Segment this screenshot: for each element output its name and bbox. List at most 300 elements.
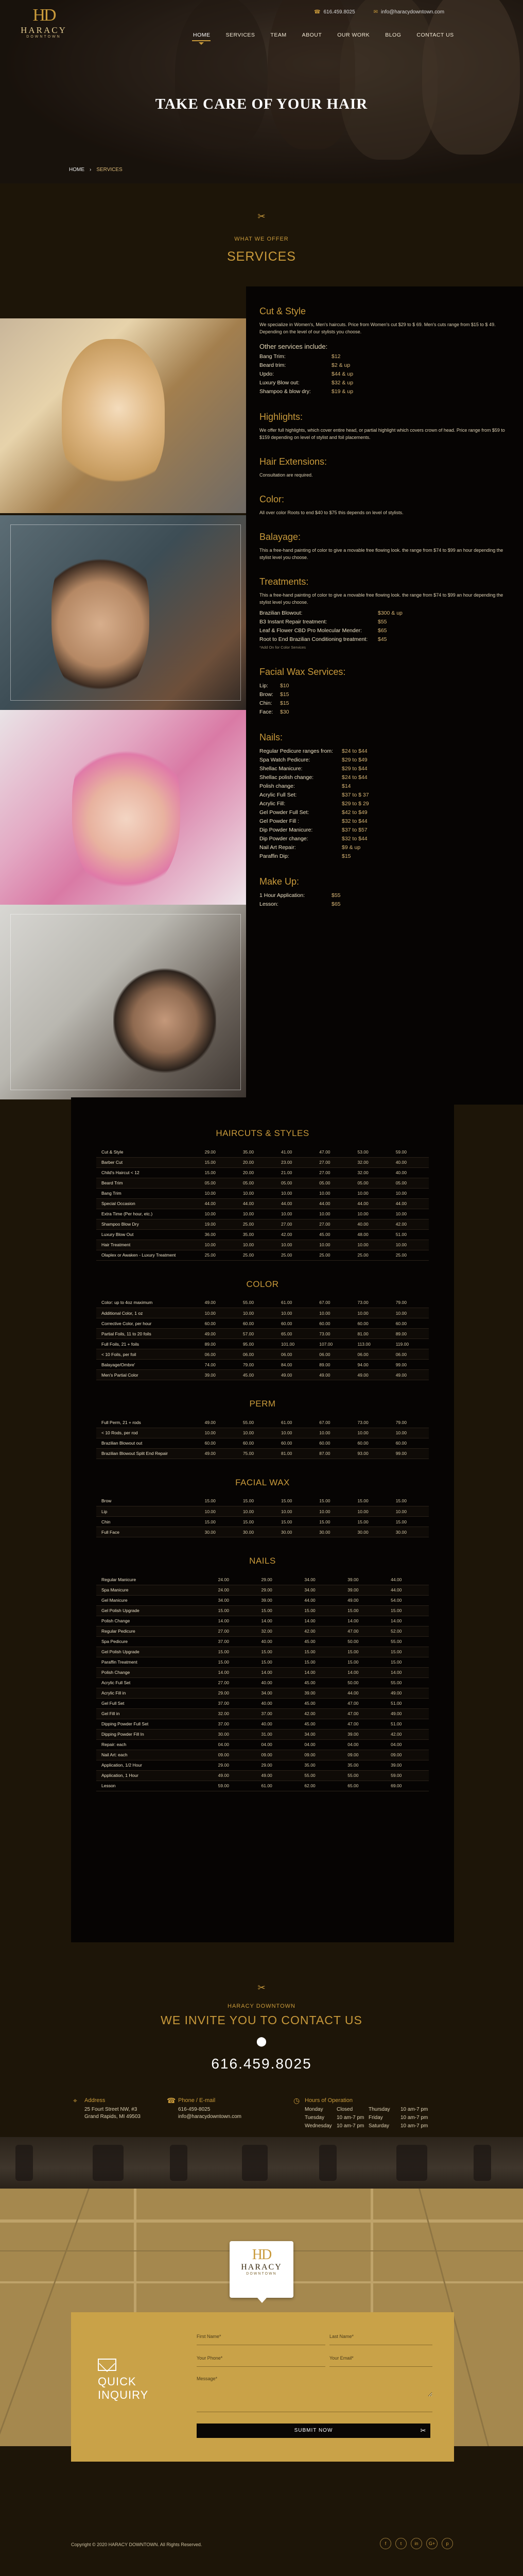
table-cell-price: 32.00: [213, 1708, 256, 1719]
table-cell-price: 15.00: [213, 1657, 256, 1667]
table-cell-price: 44.00: [391, 1198, 429, 1209]
table-cell-price: 04.00: [213, 1739, 256, 1750]
hero-banner: [0, 0, 523, 183]
breadcrumb-home[interactable]: HOME: [69, 167, 84, 173]
price-value: $24 to $44: [342, 748, 368, 754]
table-cell-price: 40.00: [391, 1167, 429, 1178]
hours-day: Thursday: [369, 2107, 390, 2112]
table-cell-price: 60.00: [238, 1438, 276, 1448]
extensions-block: [259, 456, 507, 479]
table-cell-price: 10.00: [238, 1240, 276, 1250]
table-cell-price: 10.00: [238, 1308, 276, 1318]
table-cell-price: 81.00: [276, 1448, 314, 1459]
table-cell-price: 10.00: [276, 1188, 314, 1198]
table-cell-service: Application, 1/2 Hour: [96, 1760, 213, 1770]
table-cell-price: 94.00: [352, 1360, 390, 1370]
table-row: [96, 1147, 429, 1157]
table-cell-service: Brazilian Blowout out: [96, 1438, 200, 1448]
table-cell-service: Cut & Style: [96, 1147, 200, 1157]
table-row: [96, 1349, 429, 1360]
table-cell-price: 15.00: [314, 1496, 352, 1506]
table-cell-price: 05.00: [238, 1178, 276, 1188]
table-cell-price: 45.00: [299, 1698, 342, 1708]
photo-subject: [62, 339, 165, 494]
nav-active-caret: [199, 42, 204, 45]
table-cell-service: Hair Treatment: [96, 1240, 200, 1250]
first-name-field[interactable]: [197, 2334, 325, 2345]
table-cell-price: 10.00: [352, 1240, 390, 1250]
table-cell-price: 10.00: [352, 1209, 390, 1219]
table-cell-service: Acrylic Fill in: [96, 1688, 213, 1698]
table-cell-price: 09.00: [386, 1750, 429, 1760]
price-name: Brazilian Blowout:: [259, 610, 303, 616]
hours-time: 10 am-7 pm: [400, 2107, 428, 2112]
table-row: [96, 1595, 429, 1605]
twitter-icon[interactable]: t: [395, 2538, 407, 2549]
table-cell-price: 99.00: [391, 1360, 429, 1370]
table-cell-price: 15.00: [256, 1647, 300, 1657]
table-cell-price: 44.00: [299, 1595, 342, 1605]
price-row: [259, 835, 507, 843]
table-cell-price: 60.00: [276, 1318, 314, 1329]
table-cell-price: 45.00: [238, 1370, 276, 1380]
price-row: [259, 800, 507, 808]
price-value: $55: [378, 619, 387, 625]
table-cell-price: 39.00: [342, 1585, 386, 1595]
table-row: [96, 1318, 429, 1329]
table-cell-service: Olaplex or Awaken - Luxury Treatment: [96, 1250, 200, 1260]
table-cell-price: 89.00: [200, 1339, 238, 1349]
table-row: [96, 1626, 429, 1636]
table-cell-price: 40.00: [256, 1677, 300, 1688]
table-cell-price: 37.00: [213, 1636, 256, 1647]
topbar-phone[interactable]: [314, 9, 355, 15]
table-cell-price: 61.00: [256, 1781, 300, 1791]
table-cell-price: 49.00: [342, 1595, 386, 1605]
nav-home[interactable]: HOME: [193, 32, 211, 38]
table-row: [96, 1677, 429, 1688]
first-name-input[interactable]: [197, 2334, 325, 2339]
table-cell-price: 39.00: [386, 1760, 429, 1770]
google-plus-icon[interactable]: G+: [426, 2538, 438, 2549]
pin-logo-mark: HD: [252, 2247, 271, 2263]
logo-name: HARACY: [21, 25, 67, 35]
scissors-icon: ✂: [257, 211, 266, 222]
table-cell-price: 39.00: [256, 1595, 300, 1605]
price-value: $24 to $44: [342, 774, 368, 781]
nav-services[interactable]: SERVICES: [225, 32, 255, 38]
service-photo-blonde: [0, 318, 247, 513]
table-cell-price: 49.00: [200, 1417, 238, 1428]
page-title: TAKE CARE OF YOUR HAIR: [155, 96, 368, 112]
table-cell-price: 10.00: [200, 1209, 238, 1219]
footer: [0, 2463, 523, 2576]
price-row: [259, 852, 507, 861]
table-cell-price: 15.00: [256, 1657, 300, 1667]
price-name: Beard trim:: [259, 362, 286, 368]
table-cell-price: 10.00: [314, 1240, 352, 1250]
table-cell-price: 04.00: [299, 1739, 342, 1750]
price-row: [259, 352, 507, 361]
table-cell-price: 101.00: [276, 1339, 314, 1349]
linkedin-icon[interactable]: in: [411, 2538, 422, 2549]
table-cell-price: 60.00: [238, 1318, 276, 1329]
table-cell-service: Acrylic Full Set: [96, 1677, 213, 1688]
table-cell-price: 15.00: [391, 1496, 429, 1506]
table-cell-service: Extra Time (Per hour, etc.): [96, 1209, 200, 1219]
treatments-note: *Add On for Color Services: [259, 645, 306, 650]
nav-about[interactable]: ABOUT: [302, 32, 322, 38]
tool-image: [170, 2145, 187, 2181]
table-cell-price: 59.00: [386, 1770, 429, 1781]
hours-grid: [305, 2106, 432, 2130]
location-pin-icon: ⬤: [256, 2036, 267, 2046]
phone-input[interactable]: [197, 2355, 325, 2361]
table-row: [96, 1574, 429, 1585]
price-value: $65: [332, 901, 341, 907]
table-cell-price: 14.00: [256, 1667, 300, 1677]
site-logo[interactable]: [21, 5, 67, 47]
table-cell-service: Repair: each: [96, 1739, 213, 1750]
table-cell-service: Nail Art: each: [96, 1750, 213, 1760]
table-row: [96, 1157, 429, 1167]
last-name-field[interactable]: [329, 2334, 432, 2345]
topbar-email-text: info@haracydowntown.com: [381, 9, 445, 15]
cut-style-prices: [259, 352, 507, 396]
price-name: Shampoo & blow dry:: [259, 388, 311, 395]
photo-subject: [113, 946, 216, 1095]
price-value: $32 to $44: [342, 818, 368, 824]
table-cell-price: 10.00: [391, 1209, 429, 1219]
table-cell-price: 119.00: [391, 1339, 429, 1349]
price-row: [259, 900, 507, 909]
table-cell-price: 37.00: [213, 1719, 256, 1729]
table-cell-price: 15.00: [238, 1496, 276, 1506]
table-cell-service: Brow: [96, 1496, 200, 1506]
form-title-line-2: INQUIRY: [98, 2388, 149, 2401]
table-cell-price: 87.00: [314, 1448, 352, 1459]
table-cell-price: 27.00: [213, 1626, 256, 1636]
table-cell-price: 67.00: [314, 1417, 352, 1428]
table-cell-service: Barber Cut: [96, 1157, 200, 1167]
table-cell-price: 15.00: [238, 1517, 276, 1527]
tool-image: [319, 2145, 337, 2181]
table-cell-price: 29.00: [256, 1574, 300, 1585]
table-cell-price: 10.00: [200, 1308, 238, 1318]
table-cell-price: 41.00: [276, 1147, 314, 1157]
table-cell-price: 50.00: [342, 1677, 386, 1688]
table-cell-price: 15.00: [200, 1167, 238, 1178]
table-cell-price: 30.00: [238, 1527, 276, 1537]
price-name: Acrylic Full Set:: [259, 792, 297, 798]
table-cell-price: 20.00: [238, 1157, 276, 1167]
table-cell-price: 15.00: [276, 1517, 314, 1527]
table-row: [96, 1198, 429, 1209]
price-name: Acrylic Fill:: [259, 801, 286, 807]
map-pin-logo[interactable]: [230, 2241, 293, 2298]
table-cell-service: Application, 1 Hour: [96, 1770, 213, 1781]
table-cell-price: 55.00: [238, 1417, 276, 1428]
table-cell-price: 99.00: [391, 1448, 429, 1459]
table-row: [96, 1370, 429, 1380]
table-cell-price: 30.00: [314, 1527, 352, 1537]
nav-blog[interactable]: BLOG: [385, 32, 402, 38]
table-cell-price: 35.00: [342, 1760, 386, 1770]
price-row: [259, 891, 507, 900]
table-cell-price: 10.00: [200, 1240, 238, 1250]
table-cell-price: 10.00: [200, 1428, 238, 1438]
price-value: $55: [332, 892, 341, 899]
table-cell-price: 14.00: [342, 1616, 386, 1626]
table-cell-price: 10.00: [276, 1240, 314, 1250]
table-cell-price: 35.00: [299, 1760, 342, 1770]
table-cell-price: 50.00: [342, 1636, 386, 1647]
table-cell-price: 69.00: [386, 1781, 429, 1791]
contact-phone-big[interactable]: 616.459.8025: [211, 2056, 312, 2072]
table-cell-price: 51.00: [386, 1719, 429, 1729]
price-value: $29 to $49: [342, 757, 368, 763]
table-cell-price: 04.00: [256, 1739, 300, 1750]
table-cell-price: 40.00: [256, 1636, 300, 1647]
table-cell-price: 10.00: [314, 1188, 352, 1198]
color-text: All over color Roots to end $40 to $75 this depends on level of stylists.: [259, 510, 404, 515]
message-field[interactable]: [197, 2376, 432, 2412]
clock-icon: ◷: [293, 2096, 300, 2105]
price-table-title: COLOR: [246, 1279, 279, 1289]
contact-phone[interactable]: 616-459-8025: [178, 2107, 211, 2112]
price-table: [96, 1298, 429, 1381]
highlights-text: We offer full highlights, which cover entire head, or partial highlight which covers crown of head. Price range from $59 to $159 depending on level of stylist and foil placements.: [259, 428, 505, 440]
table-cell-price: 24.00: [213, 1574, 256, 1585]
table-cell-price: 34.00: [299, 1574, 342, 1585]
table-cell-price: 84.00: [276, 1360, 314, 1370]
price-name: Leaf & Flower CBD Pro Molecular Mender:: [259, 628, 362, 634]
table-cell-price: 10.00: [238, 1506, 276, 1517]
table-cell-price: 10.00: [314, 1506, 352, 1517]
table-cell-price: 49.00: [352, 1370, 390, 1380]
table-cell-price: 15.00: [342, 1605, 386, 1616]
table-cell-price: 27.00: [314, 1157, 352, 1167]
table-cell-price: 10.00: [352, 1308, 390, 1318]
wax-block: [259, 667, 507, 717]
table-cell-price: 10.00: [391, 1506, 429, 1517]
table-row: [96, 1739, 429, 1750]
table-cell-service: Men's Partial Color: [96, 1370, 200, 1380]
table-row: [96, 1585, 429, 1595]
phone-email-label: Phone / E-mail: [178, 2097, 216, 2104]
price-value: $37 to $ 37: [342, 792, 369, 798]
price-value: $300 & up: [378, 610, 403, 616]
table-cell-price: 30.00: [276, 1527, 314, 1537]
table-cell-service: Polish Change: [96, 1667, 213, 1677]
table-cell-price: 35.00: [238, 1229, 276, 1240]
nails-heading: Nails:: [259, 732, 283, 742]
price-row: [259, 609, 507, 618]
table-row: [96, 1178, 429, 1188]
table-cell-service: Partial Foils, 11 to 20 foils: [96, 1329, 200, 1339]
table-cell-price: 09.00: [213, 1750, 256, 1760]
price-name: Brow:: [259, 691, 273, 698]
submit-button[interactable]: SUBMIT NOW: [197, 2424, 430, 2438]
table-cell-price: 55.00: [342, 1770, 386, 1781]
table-cell-price: 14.00: [256, 1616, 300, 1626]
table-cell-price: 34.00: [256, 1688, 300, 1698]
table-cell-price: 49.00: [276, 1370, 314, 1380]
table-cell-price: 32.00: [352, 1167, 390, 1178]
table-row: [96, 1240, 429, 1250]
wax-heading: Facial Wax Services:: [259, 667, 346, 677]
table-cell-price: 32.00: [352, 1157, 390, 1167]
price-name: Luxury Blow out:: [259, 380, 300, 386]
table-cell-service: < 10 Foils, per foil: [96, 1349, 200, 1360]
table-cell-service: Luxury Blow Out: [96, 1229, 200, 1240]
table-cell-price: 39.00: [299, 1688, 342, 1698]
last-name-input[interactable]: [329, 2334, 432, 2339]
breadcrumb-separator-icon: ›: [90, 167, 92, 173]
table-cell-price: 15.00: [213, 1647, 256, 1657]
nav-active-indicator: [192, 40, 211, 41]
contact-eyebrow: HARACY DOWNTOWN: [228, 2003, 295, 2009]
scissors-icon: ✂: [257, 1982, 266, 1993]
table-cell-price: 37.00: [213, 1698, 256, 1708]
nav-our-work[interactable]: OUR WORK: [337, 32, 370, 38]
table-cell-price: 10.00: [352, 1428, 390, 1438]
table-cell-price: 55.00: [238, 1298, 276, 1308]
table-cell-price: 15.00: [200, 1496, 238, 1506]
email-input[interactable]: [329, 2355, 432, 2361]
table-cell-price: 49.00: [314, 1370, 352, 1380]
price-value: $44 & up: [332, 371, 354, 377]
table-cell-price: 15.00: [299, 1605, 342, 1616]
hours-time: 10 am-7 pm: [400, 2123, 428, 2129]
nav-contact-us[interactable]: CONTACT US: [416, 32, 454, 38]
table-cell-price: 15.00: [256, 1605, 300, 1616]
nav-team[interactable]: TEAM: [270, 32, 287, 38]
message-input[interactable]: [197, 2376, 432, 2397]
table-cell-service: Lesson: [96, 1781, 213, 1791]
table-cell-service: Spa Pedicure: [96, 1636, 213, 1647]
phone-field[interactable]: [197, 2355, 325, 2367]
table-cell-price: 04.00: [342, 1739, 386, 1750]
price-row: [259, 826, 507, 835]
table-row: [96, 1188, 429, 1198]
table-cell-price: 10.00: [200, 1188, 238, 1198]
table-cell-price: 49.00: [200, 1448, 238, 1459]
phone-email-block: [167, 2096, 241, 2121]
price-value: $15: [280, 700, 289, 706]
price-name: Dip Powder change:: [259, 836, 308, 842]
price-name: Lesson:: [259, 901, 278, 907]
table-cell-price: 06.00: [276, 1349, 314, 1360]
table-row: [96, 1329, 429, 1339]
table-cell-price: 10.00: [276, 1428, 314, 1438]
price-name: Gel Powder Fill :: [259, 818, 300, 824]
table-cell-price: 48.00: [352, 1229, 390, 1240]
email-field[interactable]: [329, 2355, 432, 2367]
table-cell-price: 49.00: [200, 1329, 238, 1339]
table-cell-price: 15.00: [391, 1517, 429, 1527]
table-cell-price: 10.00: [352, 1506, 390, 1517]
table-cell-price: 15.00: [213, 1605, 256, 1616]
table-cell-price: 25.00: [314, 1250, 352, 1260]
table-cell-price: 51.00: [386, 1698, 429, 1708]
table-cell-price: 49.00: [391, 1370, 429, 1380]
price-row: [259, 808, 507, 817]
pinterest-icon[interactable]: p: [442, 2538, 453, 2549]
price-table-title: PERM: [249, 1399, 276, 1409]
table-cell-price: 47.00: [342, 1626, 386, 1636]
price-row: [259, 765, 507, 773]
table-cell-price: 73.00: [352, 1417, 390, 1428]
table-cell-price: 35.00: [238, 1147, 276, 1157]
table-cell-price: 27.00: [276, 1219, 314, 1229]
table-cell-service: Shampoo Blow Dry: [96, 1219, 200, 1229]
table-row: [96, 1298, 429, 1308]
table-cell-price: 40.00: [352, 1219, 390, 1229]
table-cell-price: 74.00: [200, 1360, 238, 1370]
price-table-title: HAIRCUTS & STYLES: [216, 1128, 309, 1138]
table-cell-price: 62.00: [299, 1781, 342, 1791]
table-cell-price: 49.00: [213, 1770, 256, 1781]
table-cell-price: 95.00: [238, 1339, 276, 1349]
price-name: Root to End Brazilian Conditioning treatment:: [259, 636, 368, 642]
price-value: $65: [378, 628, 387, 634]
table-cell-price: 29.00: [200, 1147, 238, 1157]
price-name: Paraffin Dip:: [259, 853, 289, 859]
price-row: [259, 708, 507, 717]
price-value: $15: [280, 691, 289, 698]
table-cell-price: 15.00: [299, 1647, 342, 1657]
table-cell-price: 10.00: [391, 1308, 429, 1318]
table-cell-price: 113.00: [352, 1339, 390, 1349]
price-value: $37 to $57: [342, 827, 368, 833]
price-row: [259, 370, 507, 379]
contact-title: WE INVITE YOU TO CONTACT US: [161, 2013, 362, 2027]
table-cell-price: 52.00: [386, 1626, 429, 1636]
table-cell-price: 79.00: [391, 1417, 429, 1428]
table-cell-service: Gel Full Set: [96, 1698, 213, 1708]
pin-logo-sub: DOWNTOWN: [246, 2272, 277, 2276]
price-value: $15: [342, 853, 351, 859]
table-cell-service: Gel Polish Upgrade: [96, 1605, 213, 1616]
breadcrumb-current: SERVICES: [96, 167, 123, 173]
price-row: [259, 817, 507, 826]
topbar-phone-text: 616.459.8025: [323, 9, 355, 15]
table-cell-service: Full Face: [96, 1527, 200, 1537]
price-name: Regular Pedicure ranges from:: [259, 748, 333, 754]
topbar-email[interactable]: [374, 9, 444, 15]
nails-prices: [259, 747, 507, 861]
table-row: [96, 1781, 429, 1791]
table-row: [96, 1667, 429, 1677]
table-cell-price: 05.00: [276, 1178, 314, 1188]
price-tables: [71, 1097, 454, 1942]
topbar: [314, 7, 444, 16]
price-value: $30: [280, 709, 289, 715]
address-line-2: Grand Rapids, MI 49503: [84, 2114, 141, 2120]
facebook-icon[interactable]: f: [380, 2538, 391, 2549]
table-cell-price: 47.00: [314, 1147, 352, 1157]
price-name: Spa Watch Pedicure:: [259, 757, 310, 763]
address-block: [73, 2096, 141, 2121]
table-cell-price: 34.00: [299, 1729, 342, 1739]
table-cell-price: 04.00: [386, 1739, 429, 1750]
price-row: [259, 756, 507, 765]
balayage-text: This a free-hand painting of color to give a movable free flowing look. the range from $74 to $99 an hour depending the stylist level you choose.: [259, 548, 503, 560]
contact-email[interactable]: info@haracydowntown.com: [178, 2114, 241, 2120]
table-cell-price: 06.00: [391, 1349, 429, 1360]
address-line-1: 25 Fourt Street NW, #3: [84, 2107, 137, 2112]
